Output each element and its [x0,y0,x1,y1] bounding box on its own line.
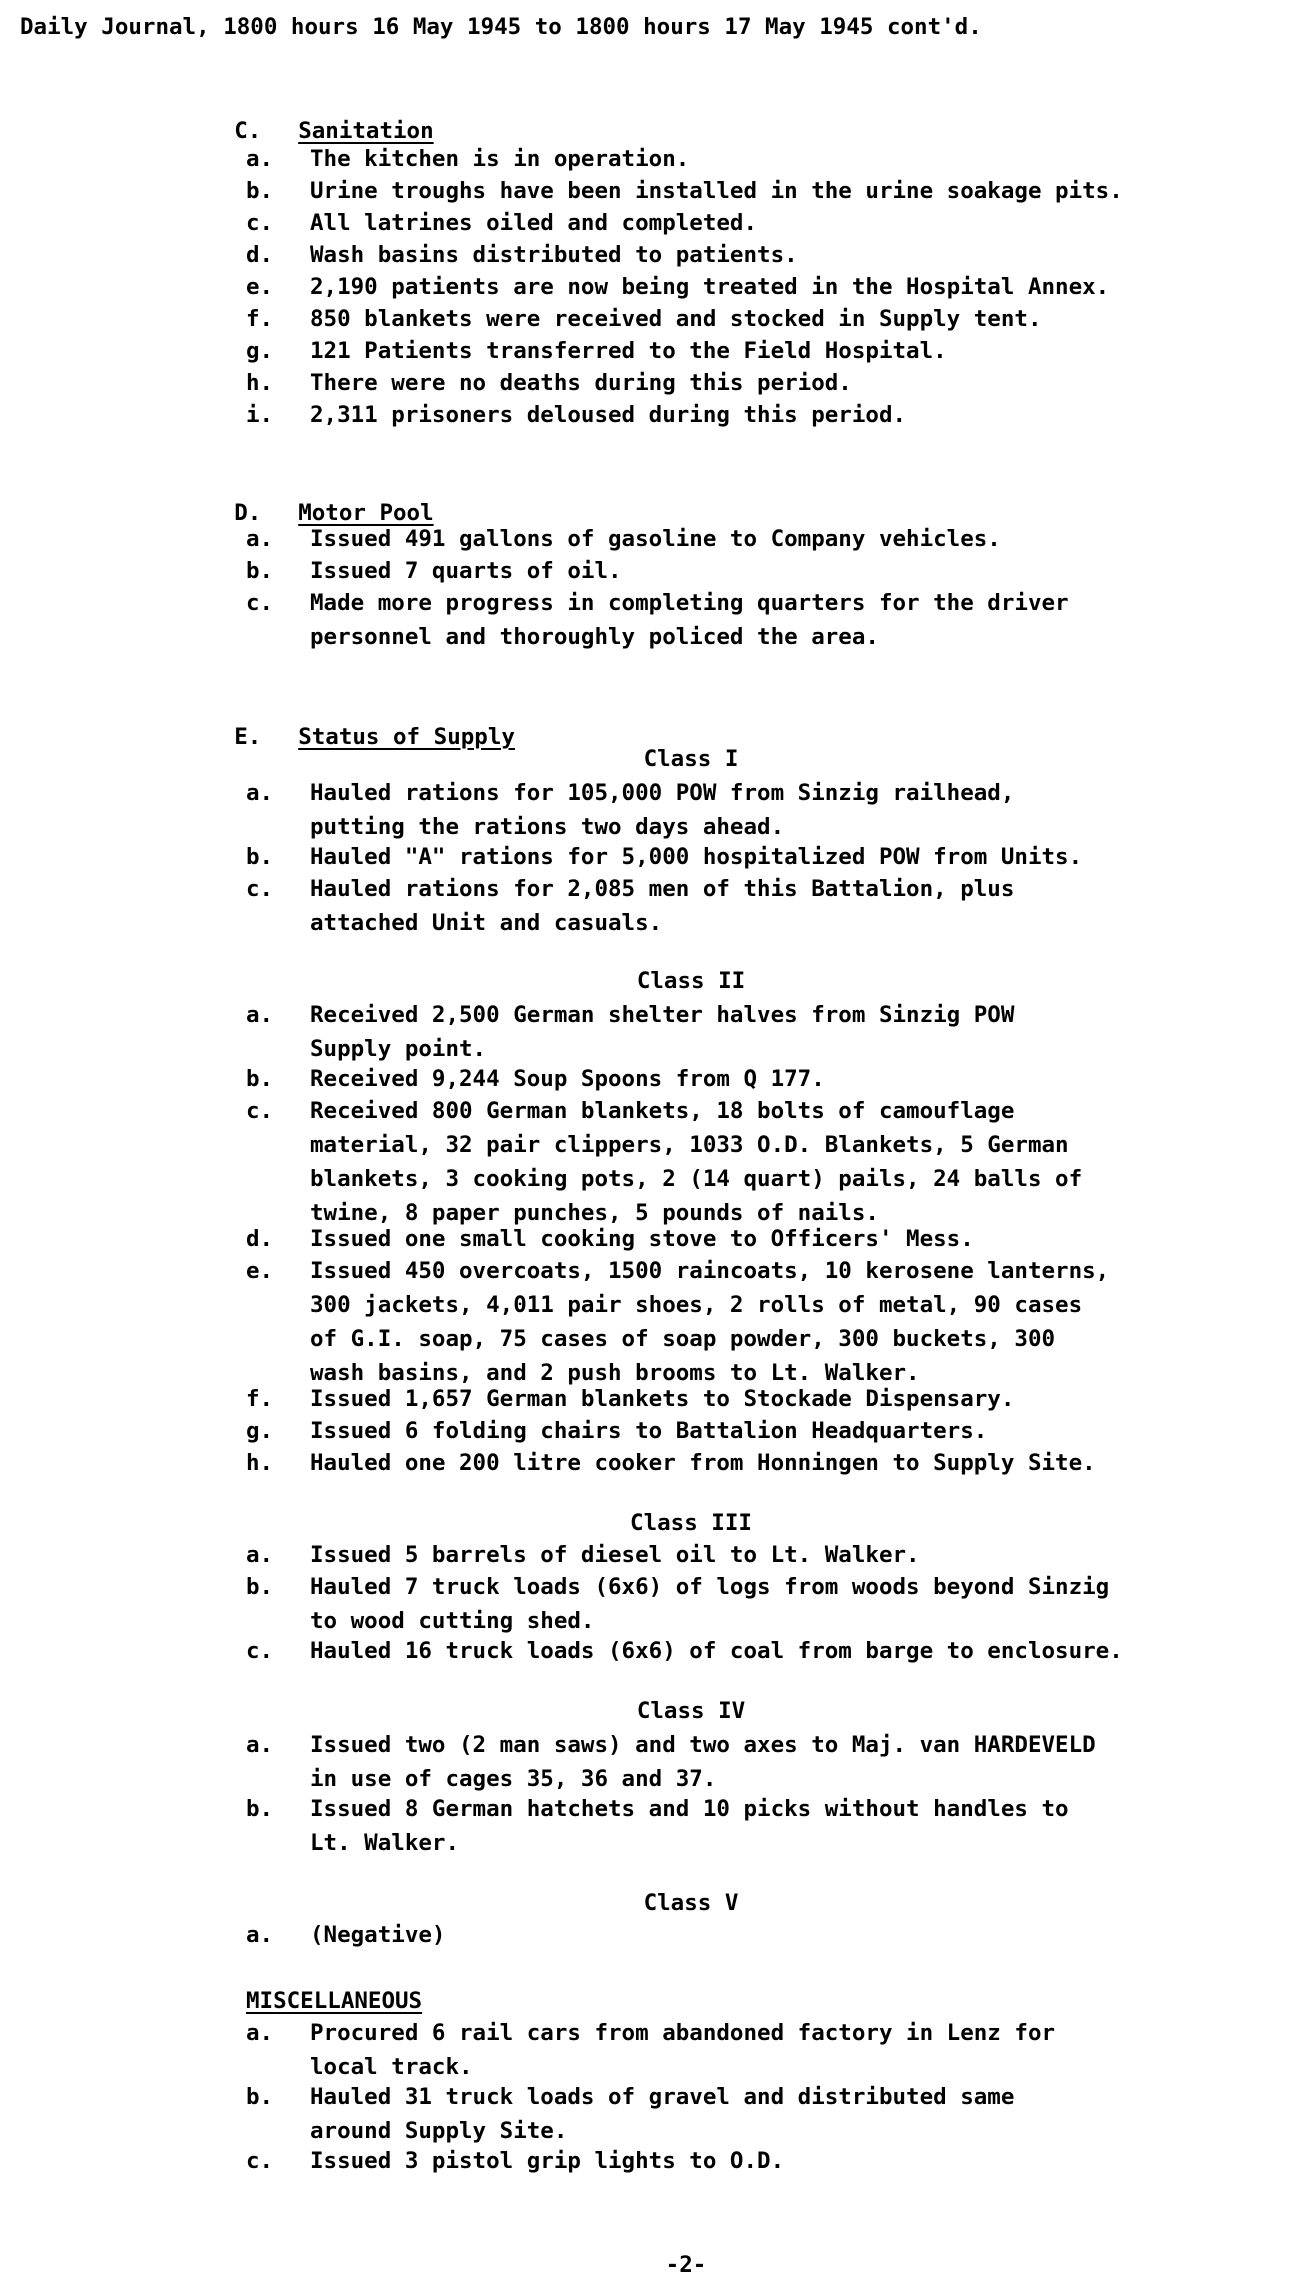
item-letter: e. [246,1258,274,1284]
list-item [246,1062,1266,1096]
item-letter: e. [246,274,274,300]
page-number: -2- [665,2252,707,2278]
item-letter: a. [246,1542,274,1568]
item-letter: a. [246,780,274,806]
list-item [246,776,1266,844]
list-item [246,554,1266,588]
item-text: Issued 5 barrels of diesel oil to Lt. Walker. [310,1542,920,1568]
item-letter: c. [246,2148,274,2174]
list-item [246,1254,1266,1390]
section-letter: E. [234,724,262,750]
list-item [246,2144,1266,2178]
list-item [246,1634,1266,1668]
item-letter: a. [246,526,274,552]
list-item [246,998,1266,1066]
class-heading: Class III [630,1510,752,1536]
item-letter: f. [246,1386,274,1412]
section-title: Motor Pool [298,500,434,526]
item-letter: c. [246,1098,274,1124]
item-letter: b. [246,844,274,870]
item-text: Hauled rations for 105,000 POW from Sinzig railhead, putting the rations two days ahead. [310,780,1015,840]
item-letter: b. [246,1574,274,1600]
item-letter: h. [246,1450,274,1476]
item-letter: a. [246,146,274,172]
class-heading: Class V [643,1890,739,1916]
list-item [246,2016,1266,2084]
list-item [246,302,1266,336]
misc-heading: MISCELLANEOUS [246,1988,423,2014]
item-letter: g. [246,338,274,364]
list-item [246,1918,1266,1952]
item-text: Issued one small cooking stove to Officers' Mess. [310,1226,974,1252]
item-letter: b. [246,2084,274,2110]
item-letter: b. [246,178,274,204]
item-text: 2,190 patients are now being treated in the Hospital Annex. [310,274,1110,300]
list-item [246,1382,1266,1416]
list-item [246,1538,1266,1572]
section-letter: D. [234,500,262,526]
item-text: Issued 1,657 German blankets to Stockade Dispensary. [310,1386,1015,1412]
item-text: Issued 8 German hatchets and 10 picks without handles to Lt. Walker. [310,1796,1069,1856]
list-item [246,1094,1266,1230]
list-item [246,270,1266,304]
item-text: Urine troughs have been installed in the urine soakage pits. [310,178,1123,204]
item-text: Hauled rations for 2,085 men of this Battalion, plus attached Unit and casuals. [310,876,1015,936]
item-letter: b. [246,1796,274,1822]
item-text: Hauled "A" rations for 5,000 hospitalized POW from Units. [310,844,1083,870]
journal-header: Daily Journal, 1800 hours 16 May 1945 to 1800 hours 17 May 1945 cont'd. [20,14,982,40]
item-text: (Negative) [310,1922,446,1948]
item-letter: b. [246,1066,274,1092]
item-text: 2,311 prisoners deloused during this period. [310,402,907,428]
item-letter: i. [246,402,274,428]
item-text: 850 blankets were received and stocked in Supply tent. [310,306,1042,332]
list-item [246,522,1266,556]
list-item [246,1728,1266,1796]
list-item [246,366,1266,400]
item-letter: c. [246,1638,274,1664]
item-text: Issued 3 pistol grip lights to O.D. [310,2148,785,2174]
item-text: Hauled one 200 litre cooker from Honningen to Supply Site. [310,1450,1096,1476]
list-item [246,1414,1266,1448]
item-letter: a. [246,1002,274,1028]
item-text: Issued two (2 man saws) and two axes to Maj. van HARDEVELD in use of cages 35, 36 and 37. [310,1732,1096,1792]
list-item [246,872,1266,940]
item-letter: c. [246,210,274,236]
list-item [246,1570,1266,1638]
item-text: Hauled 16 truck loads (6x6) of coal from barge to enclosure. [310,1638,1123,1664]
item-text: Issued 7 quarts of oil. [310,558,622,584]
class-heading: Class IV [636,1698,746,1724]
item-letter: f. [246,306,274,332]
list-item [246,334,1266,368]
list-item [246,174,1266,208]
list-item [246,1446,1266,1480]
item-letter: b. [246,558,274,584]
item-text: Issued 450 overcoats, 1500 raincoats, 10 kerosene lanterns, 300 jackets, 4,011 pair shoes, 2 rolls of metal, 90 cases of G.I. soap, 75 cases of soap powder, 300 buckets, 300 wash basins, and 2 push brooms to Lt. Walker. [310,1258,1110,1386]
item-text: Procured 6 rail cars from abandoned factory in Lenz for local track. [310,2020,1056,2080]
list-item [246,238,1266,272]
list-item [246,1222,1266,1256]
item-letter: c. [246,876,274,902]
class-heading: Class II [636,968,746,994]
item-text: Issued 491 gallons of gasoline to Company vehicles. [310,526,1001,552]
item-text: The kitchen is in operation. [310,146,690,172]
section-title: Sanitation [298,118,434,144]
item-letter: a. [246,2020,274,2046]
item-letter: a. [246,1732,274,1758]
item-text: There were no deaths during this period. [310,370,852,396]
item-text: Received 2,500 German shelter halves from Sinzig POW Supply point. [310,1002,1015,1062]
section-letter: C. [234,118,262,144]
list-item [246,206,1266,240]
item-letter: h. [246,370,274,396]
item-letter: d. [246,242,274,268]
item-text: Hauled 31 truck loads of gravel and distributed same around Supply Site. [310,2084,1015,2144]
item-text: Issued 6 folding chairs to Battalion Headquarters. [310,1418,988,1444]
item-text: All latrines oiled and completed. [310,210,758,236]
class-heading: Class I [643,746,739,772]
list-item [246,2080,1266,2148]
list-item [246,586,1266,654]
item-text: Wash basins distributed to patients. [310,242,798,268]
item-text: Received 9,244 Soup Spoons from Q 177. [310,1066,825,1092]
section-title: Status of Supply [298,724,515,750]
item-letter: c. [246,590,274,616]
item-letter: g. [246,1418,274,1444]
item-text: 121 Patients transferred to the Field Hospital. [310,338,947,364]
list-item [246,1792,1266,1860]
list-item [246,398,1266,432]
list-item [246,840,1266,874]
item-text: Received 800 German blankets, 18 bolts of camouflage material, 32 pair clippers, 1033 O.D. Blankets, 5 German blankets, 3 cooking pots, 2 (14 quart) pails, 24 balls of twine, 8 paper punches, 5 pounds of nails. [310,1098,1083,1226]
item-text: Made more progress in completing quarters for the driver personnel and thoroughly policed the area. [310,590,1069,650]
item-text: Hauled 7 truck loads (6x6) of logs from woods beyond Sinzig to wood cutting shed. [310,1574,1110,1634]
item-letter: a. [246,1922,274,1948]
item-letter: d. [246,1226,274,1252]
list-item [246,142,1266,176]
